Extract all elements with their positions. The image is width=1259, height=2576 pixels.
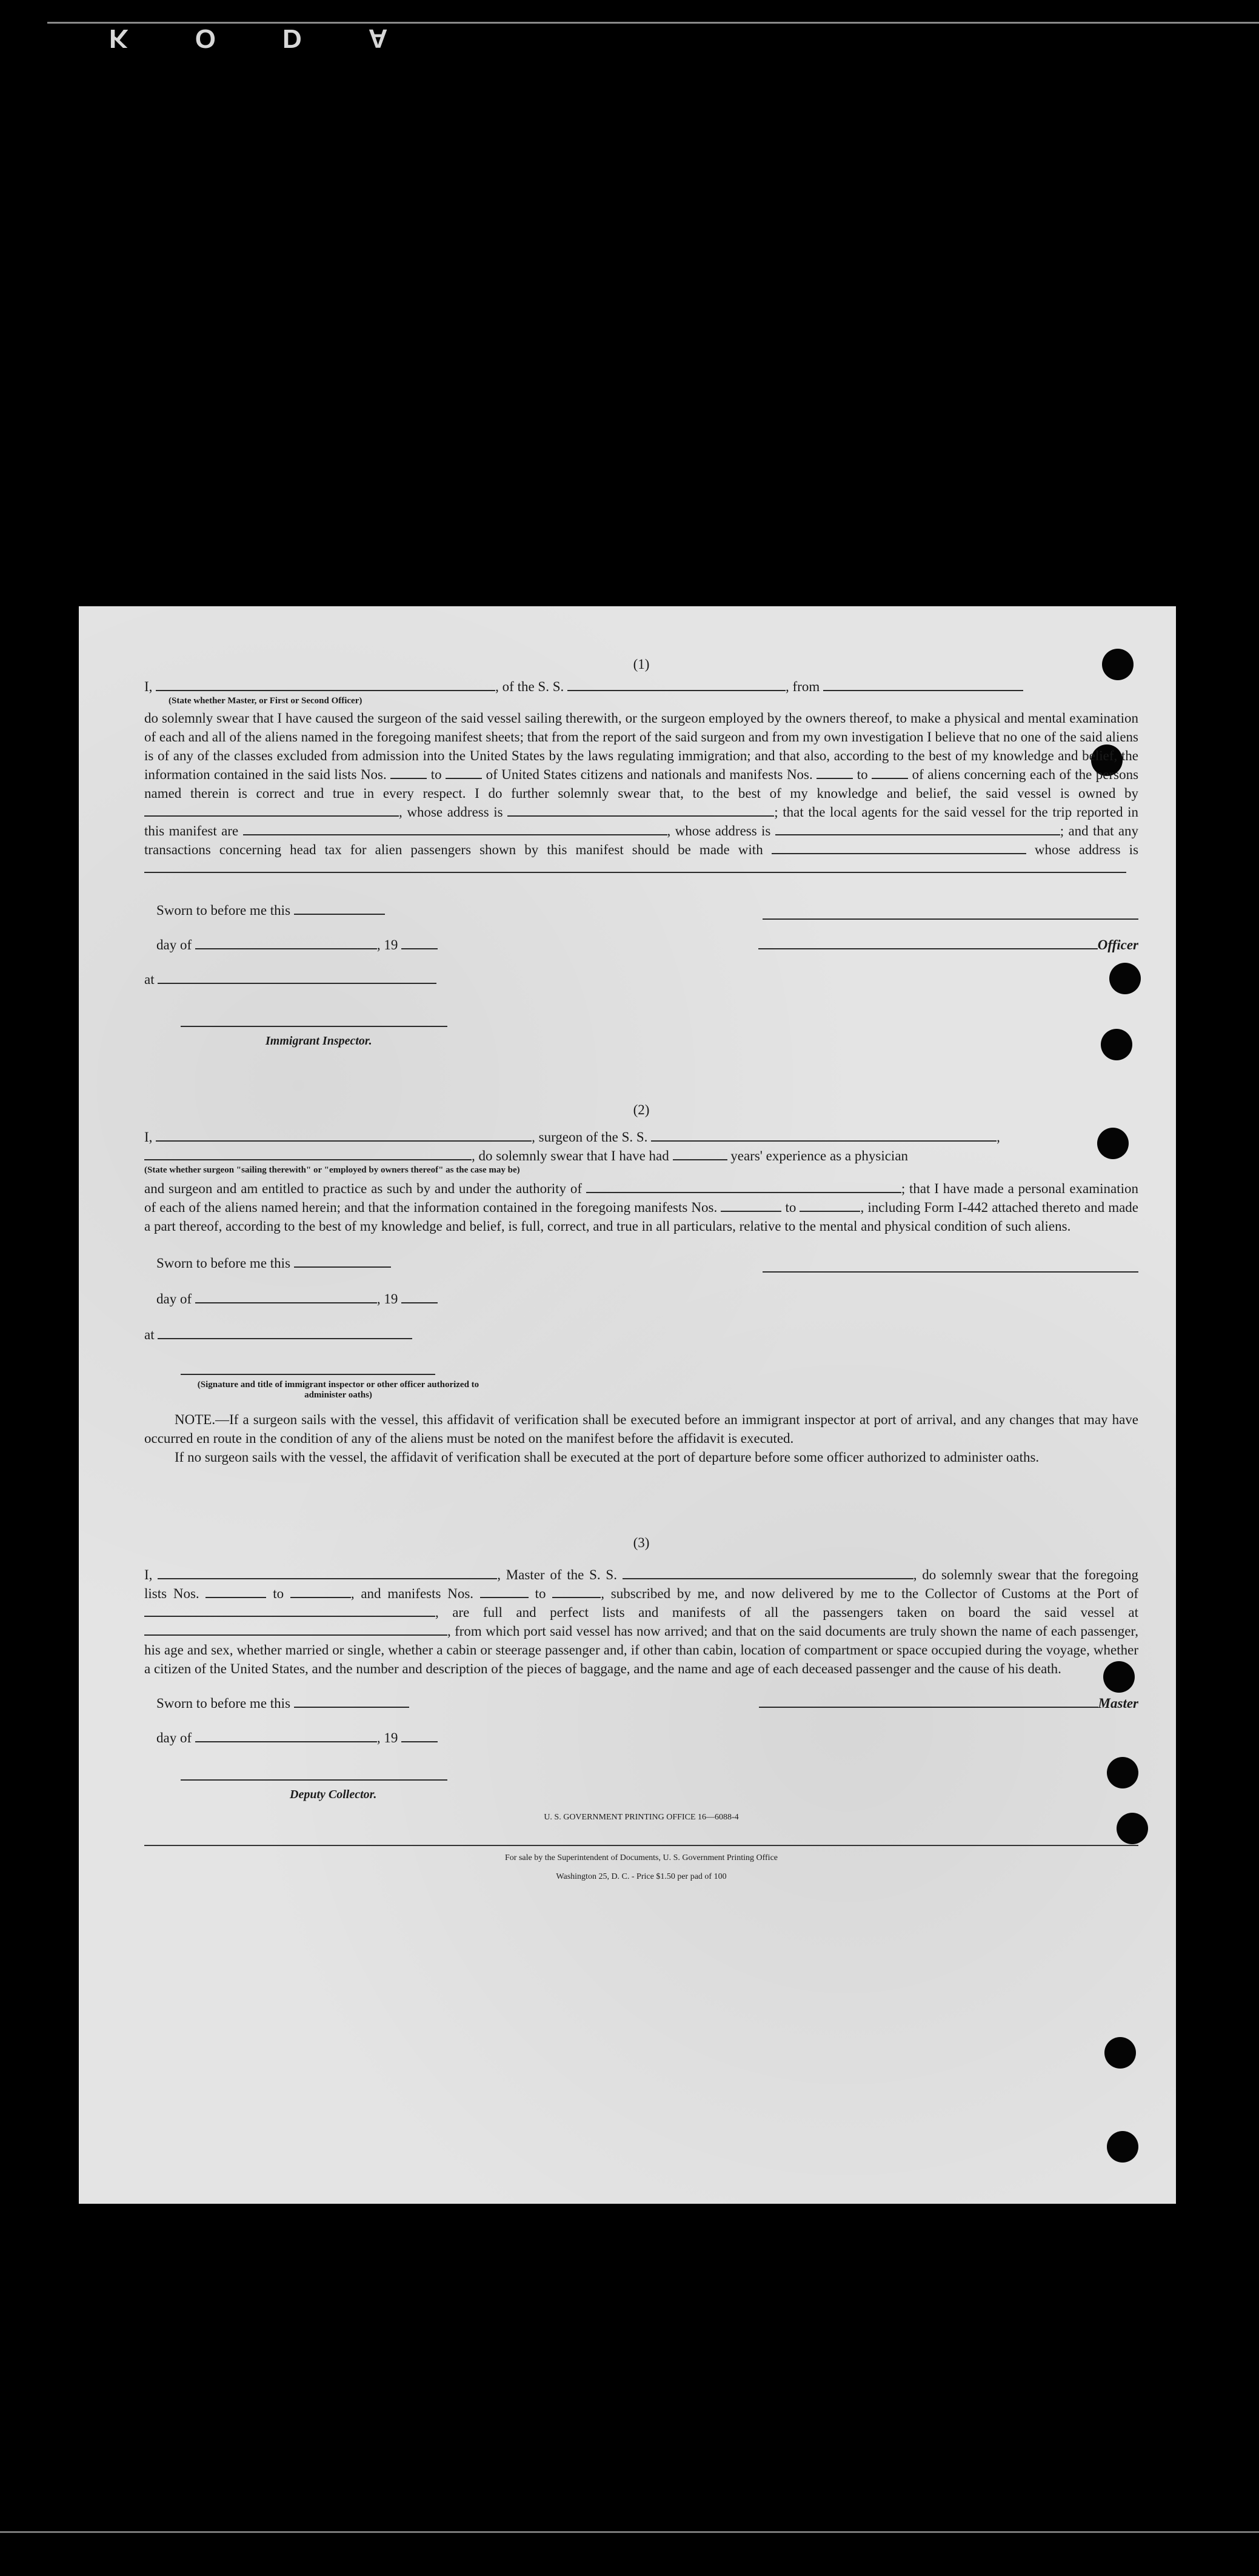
inspector-title: Immigrant Inspector. [265,1034,372,1048]
text: to [430,767,442,782]
lists-from-field[interactable] [205,1594,266,1598]
head-tax-address-field[interactable] [144,869,1126,873]
text: ; that I have made a personal examination of each of the aliens named herein; and that the information contained in the foregoing manifests Nos. [144,1181,1139,1215]
sworn-place-field[interactable] [158,980,436,984]
license-authority-field[interactable] [586,1189,901,1193]
text: manifests of all the passengers taken on board the said vessel at [672,1605,1139,1620]
text: whose address is [675,823,771,838]
text: that the local agents for the said vessel for the trip reported in this manifest are [144,805,1139,838]
lists-to-field[interactable] [290,1594,351,1598]
agents-address-field[interactable] [775,832,1060,835]
officer-signature-field[interactable] [763,916,1138,920]
text: of aliens concerning each of the persons named therein is correct and true in every respect. I do further solemnly swear that, to the best of my knowledge and belief, the said vessel is owned by [144,767,1139,801]
text: , whose address is [399,805,503,820]
manifests-from-field[interactable] [721,1208,781,1212]
text: at [144,972,155,987]
vessel-name-field[interactable] [623,1576,913,1579]
sworn-year-field[interactable] [401,946,438,949]
affidavits [144,655,1138,1886]
deputy-signature-field[interactable] [181,1777,447,1781]
text: whose address is [1034,842,1139,857]
surgeon-name-field[interactable] [156,1138,532,1142]
manifests-to-field[interactable] [872,775,908,779]
sworn-day-field[interactable] [294,911,385,915]
sworn-year-field[interactable] [401,1739,438,1742]
film-edge-label: KODA [109,24,455,53]
text: at [144,1327,155,1342]
text: ; and that any transactions concerning head tax for alien passengers shown by this manifest should be made with [144,823,1139,857]
manifests-from-field[interactable] [480,1594,529,1598]
vessel-name-field[interactable] [651,1138,997,1142]
note-label: NOTE. [175,1412,216,1427]
text: day of [156,937,192,952]
text: , are full and perfect lists and [435,1605,659,1620]
note-text: —If a surgeon sails with the vessel, this affidavit of verification shall be executed before an immigrant inspector at port of arrival, and any changes that may have occurred en route in the condition of any of the aliens must be noted on the manifest before the affidavit is executed. [144,1412,1138,1446]
text: day of [156,1291,192,1306]
sworn-year-field[interactable] [401,1300,438,1303]
agents-field[interactable] [243,832,667,835]
text: Master [1098,1696,1138,1711]
text: , from [786,679,820,694]
vessel-name-field[interactable] [567,687,786,691]
text: Sworn to before me this [156,1256,291,1271]
master-affidavit: (1) I, , of the S. S. , from (State whether Master, or First or Second Officer) do solemnly swear that I have caused the surgeon of the said vessel sailing therewith, or the surgeon employed by the owners thereof, to make a physical and mental examination of each and all of the aliens named in the foregoing manifest sheets; that from the report of the said surgeon and from my own investigation I believe that no one of the said aliens is of any of the classes excluded from admission into the United States by the laws regulating immigration; and that also, according to the best of my knowledge and belief, the information contained in the said lists Nos. to of United States citizens and nationals and manifests Nos. to of aliens concerning each of the persons named therein is correct and true in every respect. I do further solemnly swear that, to the best of my knowledge and belief, the said vessel is owned by , whose address is ; that the local agents for the said vessel for the trip reported in this manifest are , whose address is ; and that any transactions concerning head tax for alien passengers shown by this manifest should be made with whose address is Sworn to before me this day of , 19 Officer at Immigrant Inspector. [144,655,1138,1051]
section-number: (2) [633,1102,650,1117]
caption: (Signature and title of immigrant inspector or other officer authorized to administer oaths) [197,1380,479,1400]
footer [144,1845,1138,1886]
deputy-title: Deputy Collector. [290,1788,377,1801]
punch-hole [1107,2131,1138,2163]
text: I, [144,679,153,694]
lists-to-field[interactable] [446,775,482,779]
manifests-to-field[interactable] [800,1208,860,1212]
text: I, [144,1567,153,1582]
master-signature-field[interactable] [759,1704,1098,1708]
footer-price-line: Washington 25, D. C. - Price $1.50 per pad of 100 [556,1872,727,1881]
text: Officer [1097,937,1138,952]
caption: (State whether Master, or First or Second Officer) [169,696,362,706]
years-experience-field[interactable] [673,1157,727,1160]
manifest-affidavit-page [79,606,1176,2204]
text: , 19 [376,1291,398,1306]
text: and surgeon and am entitled to practice as such by and under the authority of [144,1181,582,1196]
embarkation-port-field[interactable] [144,1632,447,1636]
text: Sworn to before me this [156,903,291,918]
arrival-port-field[interactable] [144,1613,435,1617]
lists-from-field[interactable] [390,775,427,779]
head-tax-agent-field[interactable] [772,851,1026,854]
surgeon-affidavit: (2) I, , surgeon of the S. S. , , do solemnly swear that I have had years' experience as a physician (State whether surgeon "sailing therewith" or "employed by owners thereof" as the case may be) and surgeon and am entitled to practice as such by and under the authority of ; that I have made a personal examination of each of the aliens named herein; and that the information contained in the foregoing manifests Nos. to , including Form I-442 attached thereto and made a part thereof, according to the best of my knowledge and belief, is full, correct, and true in all particulars, relative to the mental and physical condition of such aliens. Sworn to before me this day of , 19 at (Signature and title of immigrant inspector or other officer authorized to administer oaths) NOTE.—If a surgeon sails with the vessel, this affidavit of verification shall be executed before an immigrant inspector at port of arrival, and any changes that may have occurred en route in the condition of any of the aliens must be noted on the manifest before the affidavit is executed. If no surgeon sails with the vessel, the affidavit of verification shall be executed at the port of departure before some officer authorized to administer oaths. [144,1100,1138,1467]
owner-address-field[interactable] [507,813,774,817]
text: to [273,1586,284,1601]
master-delivery-affidavit [144,1533,1138,1827]
text: years' experience as a physician [730,1148,909,1163]
text: , do solemnly swear that I have had [472,1148,669,1163]
note-text: If no surgeon sails with the vessel, the affidavit of verification shall be executed at the port of departure before some officer authorized to administer oaths. [175,1450,1040,1465]
text: day of [156,1730,192,1745]
text: , surgeon of the S. S. [532,1129,648,1145]
manifests-from-field[interactable] [817,775,853,779]
master-name-field[interactable] [158,1576,497,1579]
surgeon-signature-field[interactable] [763,1269,1138,1273]
owner-field[interactable] [144,813,399,817]
sworn-month-field[interactable] [195,1300,377,1303]
text: , Master of the S. S. [497,1567,617,1582]
text: Sworn to before me this [156,1696,291,1711]
text: , of the S. S. [495,679,564,694]
text: of United States citizens and nationals and manifests Nos. [486,767,813,782]
text: delivered by me to the Collector of Customs at the Port of [781,1586,1139,1601]
text: to [535,1586,546,1601]
master-name-field[interactable] [156,687,495,691]
text: swear that the foregoing lists Nos. [144,1567,1139,1601]
sworn-place-field[interactable] [158,1336,412,1339]
text: I, [144,1129,153,1145]
text: to [785,1200,796,1215]
sworn-month-field[interactable] [195,946,377,949]
text: , including Form I-442 attached thereto and made a part thereof, according to the best of my knowledge and belief, is full, correct, and true in all particulars, relative to the mental and physical condition of such aliens. [144,1200,1139,1234]
surgeon-status-field[interactable] [144,1157,472,1160]
film-edge-line-bottom [0,2531,1259,2533]
text: , and manifests Nos. [350,1586,474,1601]
inspector-signature-field[interactable] [181,1023,447,1027]
inspector-signature-field[interactable] [181,1371,435,1375]
text: , from which [447,1624,520,1639]
footer-sale-line: For sale by the Superintendent of Documents, U. S. Government Printing Office [505,1853,778,1862]
text: to [857,767,868,782]
sworn-day-field[interactable] [294,1264,391,1268]
section-number: (3) [633,1535,650,1550]
punch-hole [1104,2037,1136,2069]
text: do solemnly swear that I have caused the surgeon of the said vessel sailing therewith, or the surgeon employed by the owners thereof, to make a physical and mental examination of each and all of the aliens named in the foregoing manifest sheets; that from the report of the said surgeon and from my own investigation I believe that no one of the said aliens is of any of the classes excluded from admission into the United States by the laws regulating immigration; and that also, according to the best of my knowledge and belief, the information contained in the said lists Nos. [144,711,1138,782]
officer-title-field[interactable] [758,946,1098,949]
manifests-to-field[interactable] [552,1594,601,1598]
text: , do solemnly [913,1567,993,1582]
printing-office-mark: U. S. GOVERNMENT PRINTING OFFICE 16—6088-4 [544,1813,739,1822]
section-number: (1) [633,657,650,672]
sworn-month-field[interactable] [195,1739,377,1742]
text: , 19 [376,937,398,952]
text: , subscribed by me, and now [601,1586,775,1601]
caption: (State whether surgeon "sailing therewith" or "employed by owners thereof" as the case may be) [144,1165,520,1175]
text: port said vessel has now arrived; and that on the said documents are truly shown the name of each passenger, his age and sex, whether married or single, whether a cabin or steerage passenger and, if other than cabin, location of compartment or space occupied during the voyage, whether a citizen of the United States, and the number and description of the pieces of baggage, and the name and age of each deceased passenger and the cause of his death. [144,1624,1139,1676]
departure-port-field[interactable] [823,687,1023,691]
text: , 19 [376,1730,398,1745]
sworn-day-field[interactable] [294,1704,409,1708]
